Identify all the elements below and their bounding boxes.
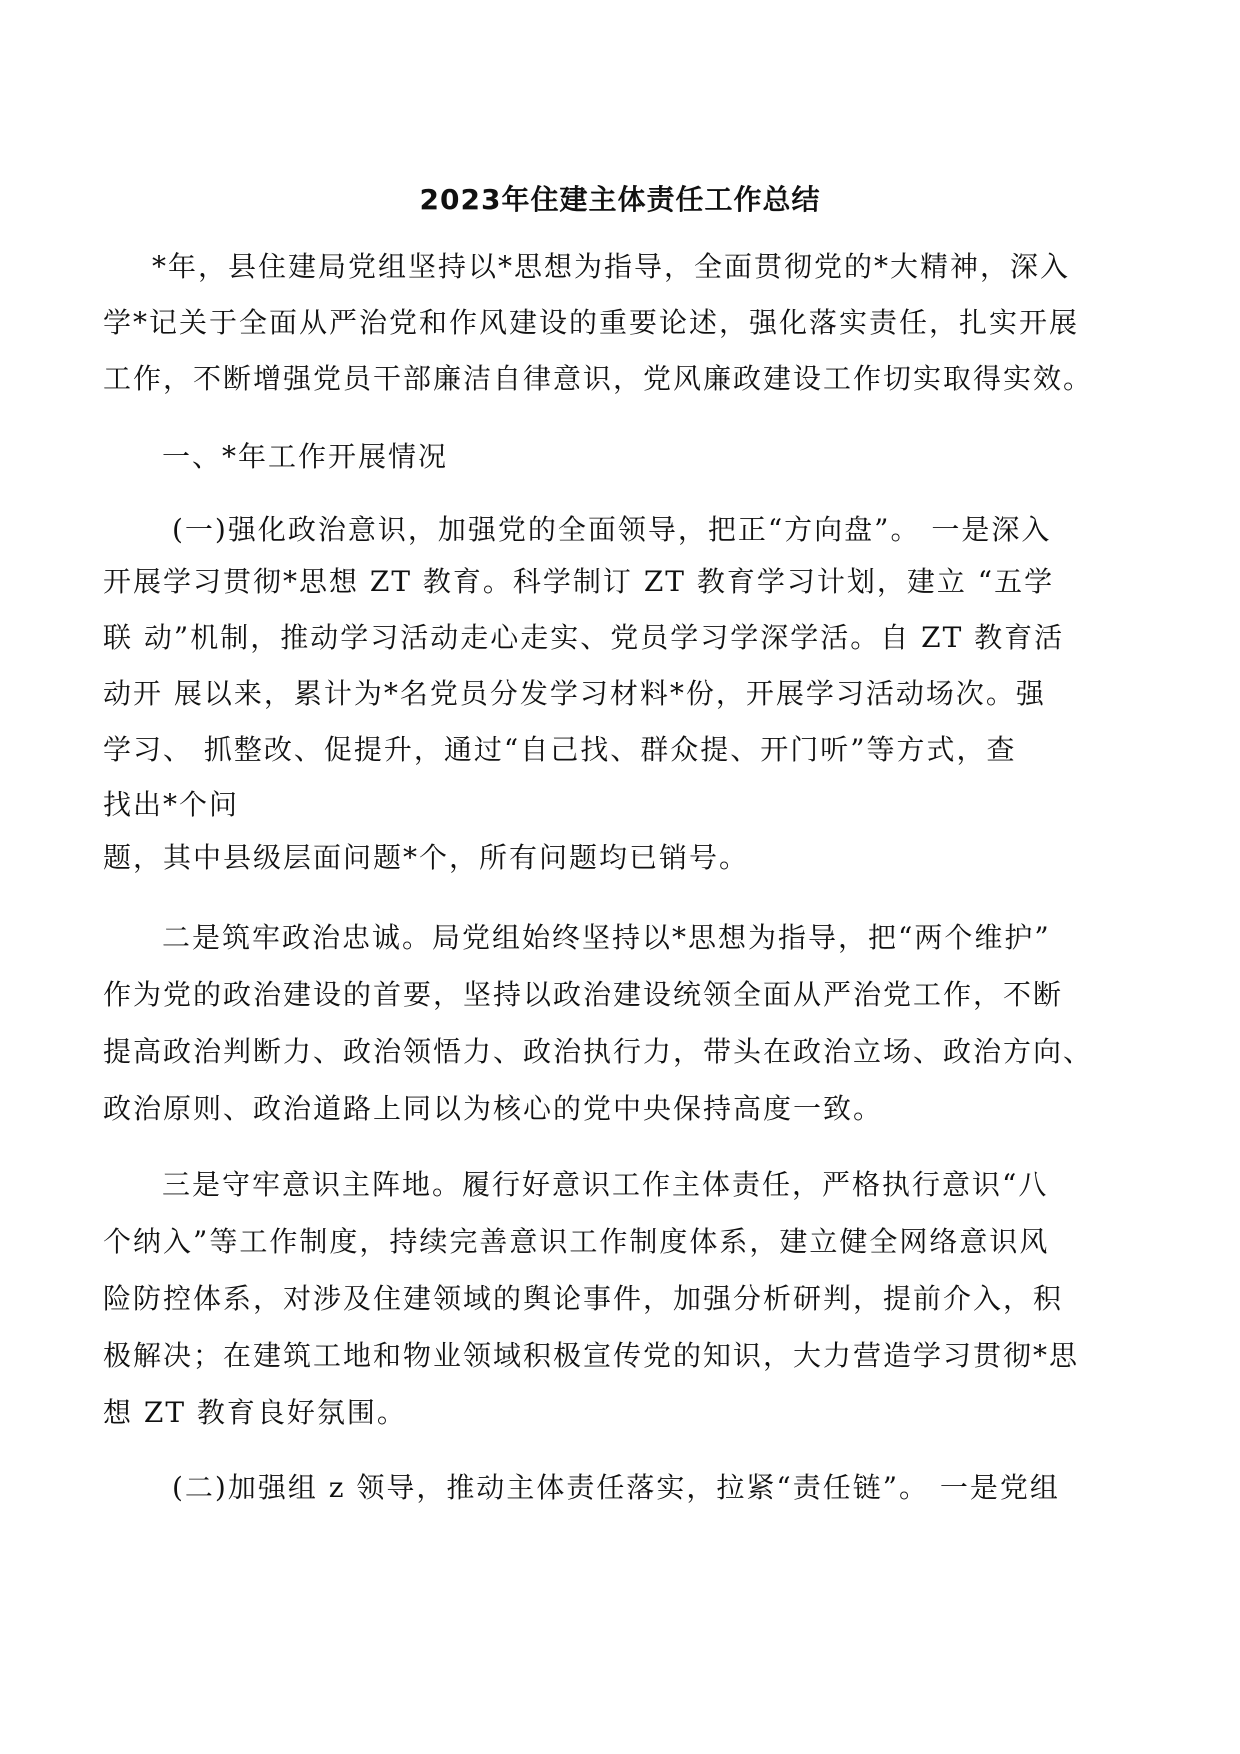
paragraph-4-line-2: 个纳入”等工作制度，持续完善意识工作制度体系，建立健全网络意识风 bbox=[103, 1225, 1050, 1258]
paragraph-2-line-4: 动开 展以来，累计为*名党员分发学习材料*份，开展学习活动场次。强 bbox=[103, 677, 1046, 710]
paragraph-4-line-1: 三是守牢意识主阵地。履行好意识工作主体责任，严格执行意识“八 bbox=[162, 1168, 1049, 1201]
paragraph-3-line-3: 提高政治判断力、政治领悟力、政治执行力，带头在政治立场、政治方向、 bbox=[103, 1035, 1094, 1068]
paragraph-2-line-7: 题，其中县级层面问题*个，所有问题均已销号。 bbox=[103, 841, 750, 874]
paragraph-2-line-2: 开展学习贯彻*思想 ZT 教育。科学制订 ZT 教育学习计划，建立 “五学 bbox=[103, 565, 1055, 598]
paragraph-2-line-6: 找出*个问 bbox=[103, 788, 240, 821]
paragraph-3-line-4: 政治原则、政治道路上同以为核心的党中央保持高度一致。 bbox=[103, 1092, 884, 1125]
paragraph-5-line-1: (二)加强组 z 领导，推动主体责任落实，拉紧“责任链”。 一是党组 bbox=[172, 1471, 1060, 1504]
section-heading-1: 一、*年工作开展情况 bbox=[162, 440, 449, 473]
paragraph-4-line-4: 极解决；在建筑工地和物业领域积极宣传党的知识，大力营造学习贯彻*思 bbox=[103, 1339, 1080, 1372]
paragraph-2-line-5: 学习、 抓整改、促提升，通过“自己找、群众提、开门听”等方式，查 bbox=[103, 733, 1017, 766]
paragraph-3-line-2: 作为党的政治建设的首要，坚持以政治建设统领全面从严治党工作，不断 bbox=[103, 978, 1064, 1011]
paragraph-3-line-1: 二是筑牢政治忠诚。局党组始终坚持以*思想为指导，把“两个维护” bbox=[162, 921, 1051, 954]
document-title: 2023年住建主体责任工作总结 bbox=[419, 183, 821, 216]
paragraph-4-line-5: 想 ZT 教育良好氛围。 bbox=[103, 1396, 407, 1429]
paragraph-4-line-3: 险防控体系，对涉及住建领域的舆论事件，加强分析研判，提前介入，积 bbox=[103, 1282, 1064, 1315]
paragraph-1-line-2: 学*记关于全面从严治党和作风建设的重要论述，强化落实责任，扎实开展 bbox=[103, 306, 1080, 339]
paragraph-1-line-1: *年，县住建局党组坚持以*思想为指导，全面贯彻党的*大精神，深入 bbox=[152, 250, 1071, 283]
paragraph-2-line-1: (一)强化政治意识，加强党的全面领导，把正“方向盘”。 一是深入 bbox=[172, 513, 1052, 546]
paragraph-1-line-3: 工作，不断增强党员干部廉洁自律意识，党风廉政建设工作切实取得实效。 bbox=[103, 362, 1094, 395]
paragraph-2-line-3: 联 动”机制，推动学习活动走心走实、党员学习学深学活。自 ZT 教育活 bbox=[103, 621, 1065, 654]
